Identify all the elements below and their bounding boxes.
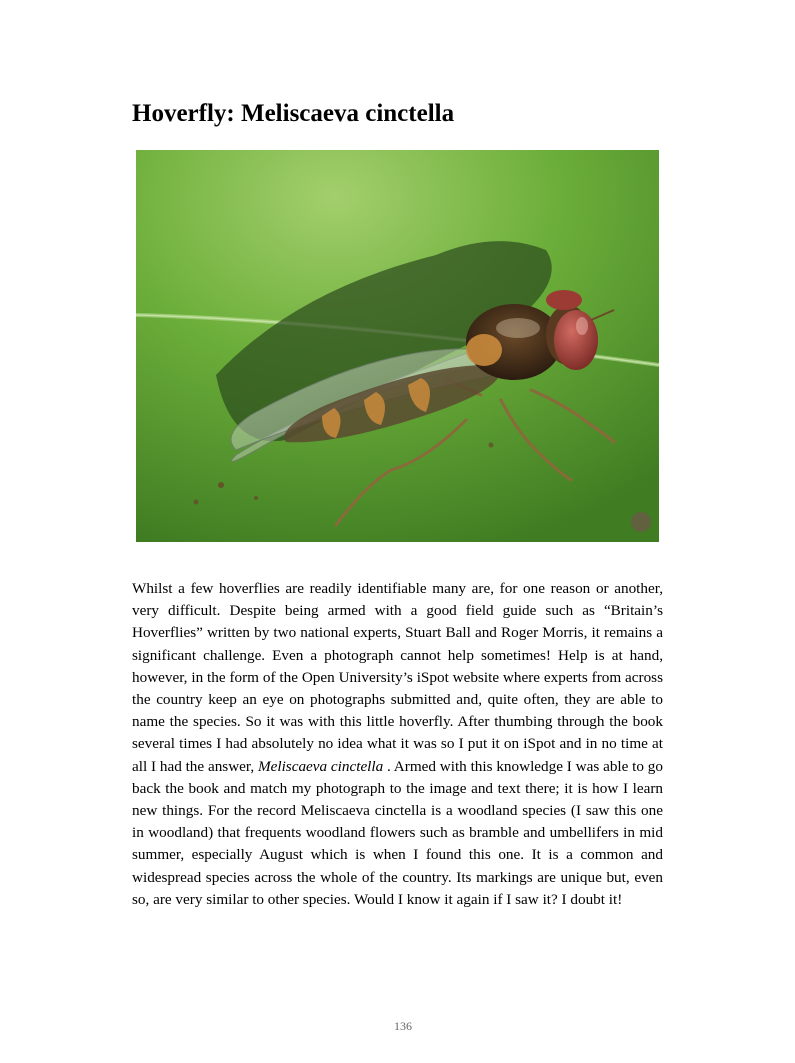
hoverfly-photo	[136, 150, 659, 542]
page-title: Hoverfly: Meliscaeva cinctella	[132, 100, 455, 127]
body-paragraph	[132, 578, 663, 911]
page-number: 136	[394, 1019, 412, 1033]
species-name-italic: Meliscaeva cinctella	[257, 757, 384, 775]
hoverfly-illustration	[136, 150, 659, 542]
paragraph-text-start: Whilst a few hoverflies are readily identifiable many are, for one reason or another, very difficult. Despite being armed with a good field guide such as “Britain’s Hoverflies” written by two national experts, Stuart Ball and Roger Morris, it remains a significant challenge. Even a photograph cannot help sometimes! Help is at hand, however, in the form of the Open University’s iSpot website where experts from across the country keep an eye on photographs submitted and, quite often, they are able to name the species. So it was with this little hoverfly. After thumbing through the book several times I had absolutely no idea what it was so I put it on iSpot and in no time at all I had the answer,	[132, 580, 663, 775]
paragraph-text-end: . Armed with this knowledge I was able to go back the book and match my photograph to the image and text there; it is how I learn new things. For the record Meliscaeva cinctella is a woodland species (I saw this one in woodland) that frequents woodland flowers such as bramble and umbellifers in mid summer, especially August which is when I found this one. It is a common and widespread species across the whole of the country. Its markings are unique but, even so, are very similar to other species. Would I know it again if I saw it? I doubt it!	[132, 757, 663, 908]
